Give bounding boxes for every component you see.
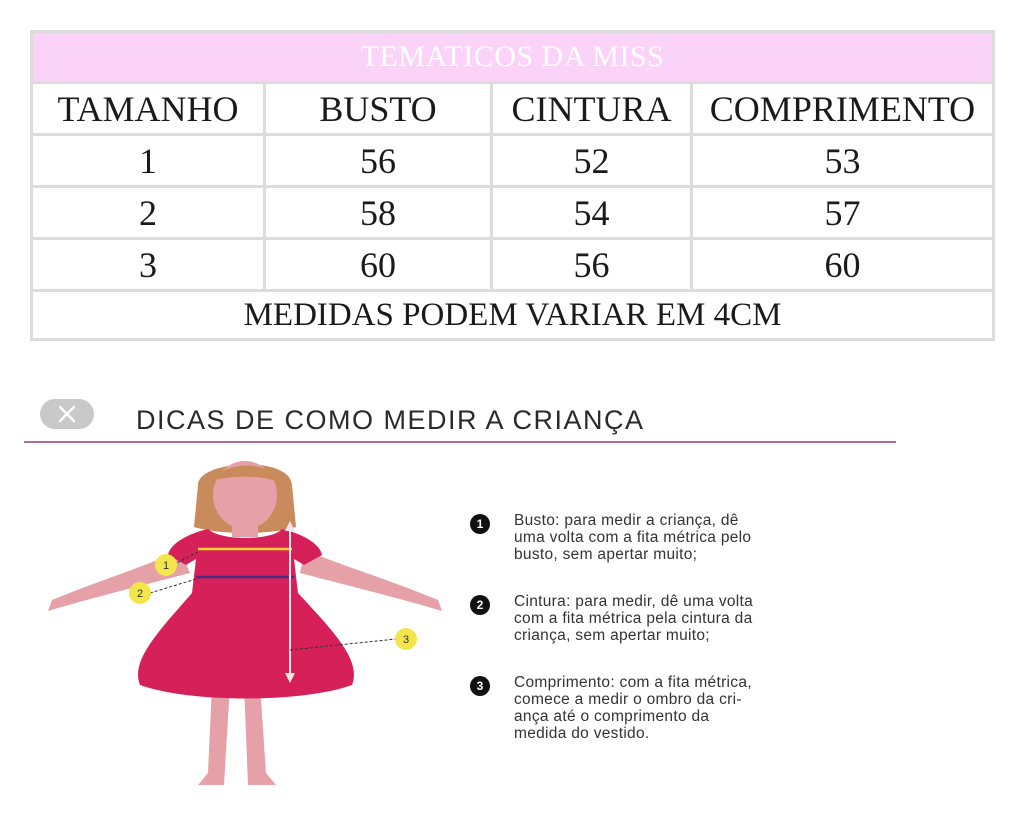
child-measure-illustration [40, 455, 450, 795]
header-row [32, 83, 994, 135]
tip-number-2: 2 [470, 595, 490, 615]
close-icon[interactable] [40, 399, 94, 429]
header-tamanho: TAMANHO [32, 83, 265, 135]
tip-text: Busto: para medir a criança, dê uma volta com a fita métrica pelo busto, sem apertar muito; [514, 512, 752, 563]
cell-bust: 58 [265, 187, 492, 239]
tips-list [466, 512, 916, 772]
size-table [30, 30, 995, 341]
table-footer-note: MEDIDAS PODEM VARIAR EM 4CM [32, 291, 994, 340]
cell-length: 57 [692, 187, 994, 239]
cell-bust: 60 [265, 239, 492, 291]
tip-text: Comprimento: com a fita métrica, comece a medir o ombro da cri- ança até o comprimento da medida do vestido. [514, 674, 752, 742]
cell-waist: 56 [492, 239, 692, 291]
tip-length [466, 674, 916, 742]
header-busto: BUSTO [265, 83, 492, 135]
tips-header [24, 397, 896, 443]
cell-bust: 56 [265, 135, 492, 187]
tip-waist [466, 593, 916, 644]
table-title: TEMATICOS DA MISS [32, 32, 994, 83]
tips-title: DICAS DE COMO MEDIR A CRIANÇA [136, 405, 645, 435]
cell-length: 53 [692, 135, 994, 187]
cell-waist: 52 [492, 135, 692, 187]
table-row [32, 187, 994, 239]
cell-waist: 54 [492, 187, 692, 239]
table-row [32, 135, 994, 187]
label-1: 1 [162, 560, 170, 572]
header-cintura: CINTURA [492, 83, 692, 135]
label-3: 3 [402, 634, 410, 646]
tip-number-1: 1 [470, 514, 490, 534]
table-row [32, 239, 994, 291]
cell-length: 60 [692, 239, 994, 291]
label-2: 2 [136, 588, 144, 600]
cell-size: 2 [32, 187, 265, 239]
tip-text: Cintura: para medir, dê uma volta com a fita métrica pela cintura da criança, sem apertar muito; [514, 593, 754, 644]
tip-number-3: 3 [470, 676, 490, 696]
cell-size: 3 [32, 239, 265, 291]
cell-size: 1 [32, 135, 265, 187]
tip-bust [466, 512, 916, 563]
header-comprimento: COMPRIMENTO [692, 83, 994, 135]
